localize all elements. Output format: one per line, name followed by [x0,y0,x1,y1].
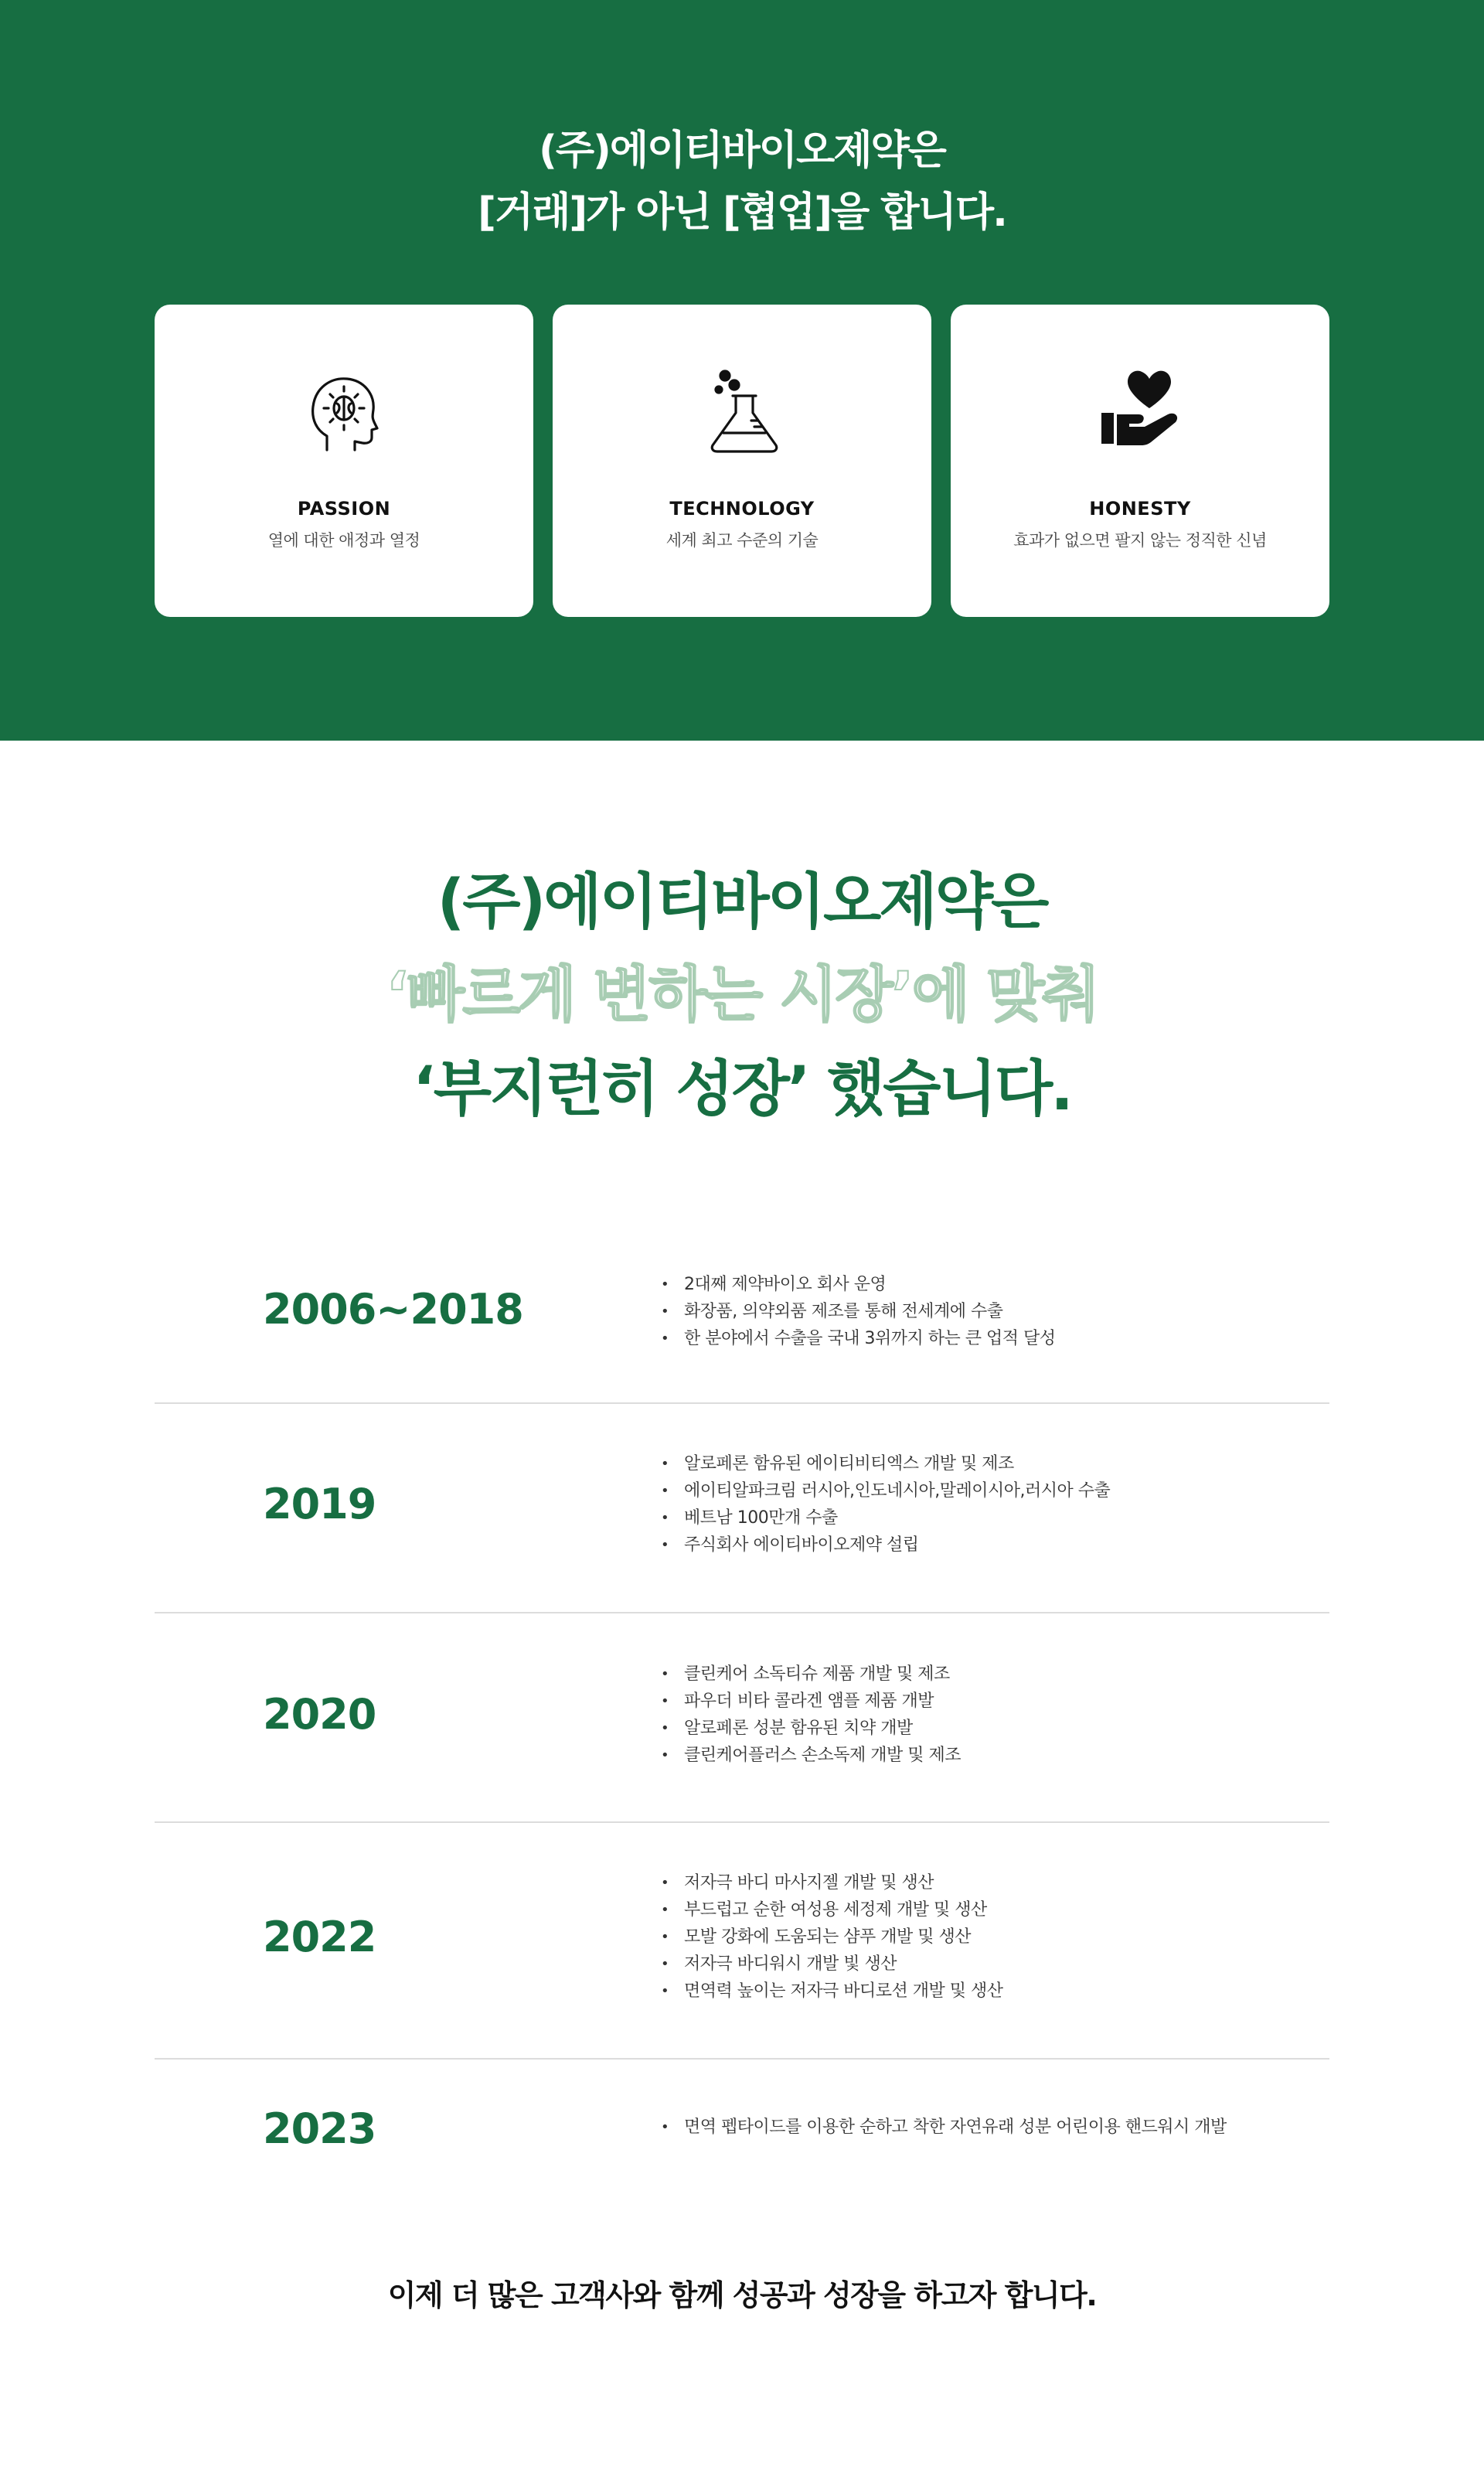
timeline-item: • 2대째 제약바이오 회사 운영 [661,1271,1055,1298]
timeline-year: 2006~2018 [263,1285,523,1334]
timeline-divider [155,2058,1329,2060]
timeline-item: • 알로페론 성분 함유된 치약 개발 [661,1715,961,1742]
timeline-item: • 한 분야에서 수출을 국내 3위까지 하는 큰 업적 달성 [661,1325,1055,1352]
hero-title-line1: (주)에이티바이오제약은 [539,128,945,174]
timeline-item: • 주식회사 에이티바이오제약 설립 [661,1532,1110,1559]
timeline-item: • 클린케어플러스 손소독제 개발 및 제조 [661,1742,961,1769]
card-title: PASSION [297,498,391,520]
timeline-list [661,1271,1055,1352]
hero-title-line2: [거래]가 아닌 [협업]을 합니다. [478,189,1006,236]
timeline-list [661,1450,1110,1559]
card-title: HONESTY [1089,498,1191,520]
card-description: 세계 최고 수준의 기술 [665,531,819,550]
timeline-item: • 부드럽고 순한 여성용 세정제 개발 및 생산 [661,1896,1003,1923]
timeline-row-2023 [155,2103,1329,2172]
growth-title-line1: (주)에이티바이오제약은 [437,867,1047,937]
value-card-passion [155,305,533,617]
timeline-row-2006-2018 [155,1268,1329,1404]
timeline-item: • 베트남 100만개 수출 [661,1504,1110,1532]
timeline-divider [155,1821,1329,1823]
timeline-row-2020 [155,1661,1329,1820]
closing-statement: 이제 더 많은 고객사와 함께 성공과 성장을 하고자 합니다. [387,2278,1097,2312]
timeline-item: • 모발 강화에 도움되는 샴푸 개발 및 생산 [661,1923,1003,1951]
timeline-item: • 에이티알파크림 러시아,인도네시아,말레이시아,러시아 수출 [661,1477,1110,1504]
timeline-year: 2019 [263,1480,376,1528]
timeline-divider [155,1402,1329,1404]
timeline-item: • 면역 펩타이드를 이용한 순하고 착한 자연유래 성분 어린이용 핸드워시 개발 [661,2114,1227,2141]
hand-heart-icon [1094,363,1186,456]
timeline-item: • 저자극 바디워시 개발 빛 생산 [661,1951,1003,1978]
timeline-year: 2023 [263,2104,376,2153]
timeline-item: • 저자극 바디 마사지젤 개발 및 생산 [661,1869,1003,1896]
timeline-item: • 화장품, 의약외품 제조를 통해 전세계에 수출 [661,1298,1055,1325]
timeline-item: • 파우더 비타 콜라겐 앰플 제품 개발 [661,1688,961,1715]
timeline-row-2019 [155,1450,1329,1611]
timeline-list [661,1661,961,1769]
timeline-item: • 알로페론 함유된 에이티비티엑스 개발 및 제조 [661,1450,1110,1477]
value-card-technology [553,305,931,617]
growth-title-line2: ‘빠르게 변하는 시장’에 맞춰 [386,960,1098,1030]
timeline-divider [155,1612,1329,1613]
growth-title-line3: ‘부지런히 성장’ 했습니다. [413,1055,1071,1124]
card-description: 효과가 없으면 팔지 않는 정직한 신념 [1013,531,1267,550]
card-description: 열에 대한 애정과 열정 [267,531,420,550]
head-brain-icon [298,363,390,456]
hero-section [0,0,1484,741]
timeline-year: 2020 [263,1690,376,1739]
timeline-list [661,1869,1003,2005]
timeline-row-2022 [155,1869,1329,2055]
timeline-item: • 면역력 높이는 저자극 바디로션 개발 및 생산 [661,1978,1003,2005]
timeline-list [661,2114,1227,2141]
card-title: TECHNOLOGY [669,498,815,520]
timeline-year: 2022 [263,1913,376,1961]
flask-icon [696,363,788,456]
value-card-honesty [951,305,1329,617]
timeline-item: • 클린케어 소독티슈 제품 개발 및 제조 [661,1661,961,1688]
